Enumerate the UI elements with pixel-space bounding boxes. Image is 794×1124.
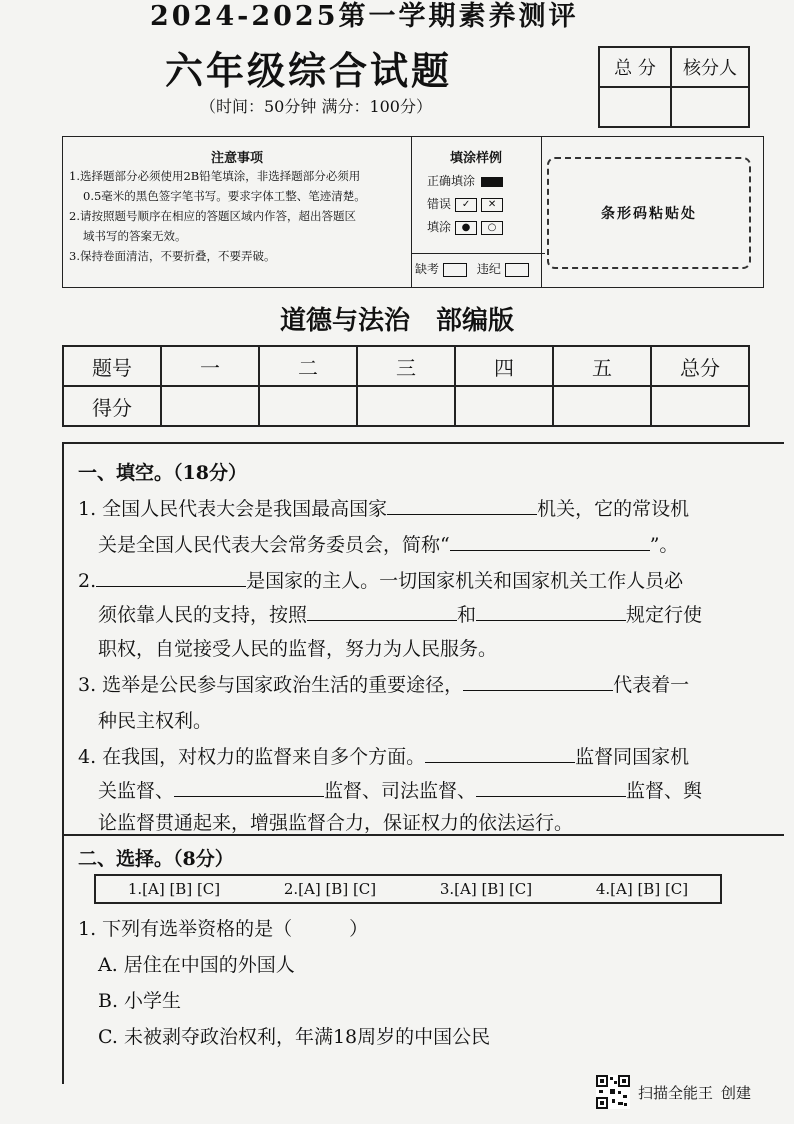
qr-code-icon bbox=[596, 1075, 630, 1109]
tally-col-1: 一 bbox=[161, 346, 259, 386]
answer-blank[interactable] bbox=[307, 602, 457, 621]
notice-title: 注意事项 bbox=[210, 151, 263, 166]
tally-col-4: 四 bbox=[455, 346, 553, 386]
notice-item: 1.选择题部分必须使用2B铅笔填涂，非选择题部分必须用 bbox=[69, 169, 361, 183]
table-row bbox=[63, 346, 749, 386]
correct-fill-row bbox=[411, 172, 541, 189]
question-1-line-1 bbox=[78, 494, 689, 521]
score-tally-table bbox=[62, 345, 750, 427]
score-cell[interactable] bbox=[455, 386, 553, 426]
question-3-line-2: 种民主权利。 bbox=[98, 710, 213, 732]
notice-item: 2.请按照题号顺序在相应的答题区域内作答，超出答题区 bbox=[69, 209, 356, 223]
question-text: ”。 bbox=[649, 534, 679, 556]
score-cell[interactable] bbox=[651, 386, 749, 426]
correct-fill-label: 正确填涂 bbox=[427, 174, 476, 188]
violation-label: 违纪 bbox=[476, 262, 501, 276]
question-text: 规定行使 bbox=[626, 604, 703, 626]
answer-blank[interactable] bbox=[450, 532, 650, 551]
answer-option-1[interactable]: 1.[A] [B] [C] bbox=[127, 880, 221, 898]
question-text: 代表着一 bbox=[613, 674, 690, 696]
absent-checkbox[interactable] bbox=[443, 263, 467, 277]
question-text: 1. 全国人民代表大会是我国最高国家 bbox=[78, 498, 388, 520]
answer-blank[interactable] bbox=[476, 602, 626, 621]
score-cell[interactable] bbox=[357, 386, 455, 426]
tally-col-5: 五 bbox=[553, 346, 651, 386]
absence-row bbox=[411, 253, 545, 277]
scanner-app-name: 扫描全能王 bbox=[638, 1083, 714, 1102]
section-1-heading: 一、填空。（18分） bbox=[78, 462, 247, 484]
choice-question-1: 1. 下列有选举资格的是（ ） bbox=[78, 918, 369, 940]
exam-title: 六年级综合试题 bbox=[165, 48, 453, 93]
answer-blank[interactable] bbox=[425, 744, 575, 763]
question-text: 2. bbox=[78, 570, 97, 592]
question-text: 须依靠人民的支持，按照 bbox=[98, 604, 308, 626]
barcode-area: 条形码粘贴处 bbox=[547, 157, 751, 269]
question-3-line-1 bbox=[78, 670, 689, 697]
answer-blank[interactable] bbox=[174, 778, 324, 797]
choice-option-c: C. 未被剥夺政治权利，年满18周岁的中国公民 bbox=[98, 1026, 491, 1048]
score-cell[interactable] bbox=[259, 386, 357, 426]
score-cell[interactable] bbox=[161, 386, 259, 426]
question-text: 机关，它的常设机 bbox=[537, 498, 690, 520]
question-2-line-1 bbox=[78, 566, 683, 593]
wrong-fill-row bbox=[411, 195, 541, 212]
filled-mark-icon bbox=[481, 177, 503, 187]
question-1-line-2 bbox=[98, 530, 678, 557]
question-text: 监督、司法监督、 bbox=[324, 780, 477, 802]
total-score-box bbox=[598, 46, 750, 128]
question-text: 4. 在我国，对权力的监督来自多个方面。 bbox=[78, 746, 426, 768]
total-score-label: 总 分 bbox=[599, 47, 671, 87]
answer-blank[interactable] bbox=[96, 568, 246, 587]
table-row bbox=[63, 386, 749, 426]
fill-sample-title: 填涂样例 bbox=[449, 151, 502, 166]
answer-option-2[interactable]: 2.[A] [B] [C] bbox=[283, 880, 377, 898]
absent-label: 缺考 bbox=[415, 262, 440, 276]
tally-row-label: 得分 bbox=[63, 386, 161, 426]
question-4-line-3: 论监督贯通起来，增强监督合力，保证权力的依法运行。 bbox=[98, 812, 574, 834]
total-score-cell[interactable] bbox=[599, 87, 671, 127]
tally-row-label: 题号 bbox=[63, 346, 161, 386]
checker-cell[interactable] bbox=[671, 87, 749, 127]
check-mark-icon: ✓ bbox=[455, 198, 477, 212]
question-text: 是国家的主人。一切国家机关和国家机关工作人员必 bbox=[246, 570, 684, 592]
question-4-line-2 bbox=[98, 776, 702, 803]
answer-option-4[interactable]: 4.[A] [B] [C] bbox=[595, 880, 689, 898]
answer-blank[interactable] bbox=[463, 672, 613, 691]
notice-section bbox=[63, 137, 412, 287]
question-text: 监督、舆 bbox=[626, 780, 703, 802]
fill-sample-section bbox=[411, 137, 542, 287]
question-text: 关监督、 bbox=[98, 780, 175, 802]
checker-label: 核分人 bbox=[671, 47, 749, 87]
question-text: 关是全国人民代表大会常务委员会，简称“ bbox=[98, 534, 450, 556]
choice-option-b: B. 小学生 bbox=[98, 990, 182, 1012]
scanner-watermark bbox=[596, 1075, 751, 1109]
question-text: 3. 选举是公民参与国家政治生活的重要途径， bbox=[78, 674, 464, 696]
answer-blank[interactable] bbox=[476, 778, 626, 797]
question-2-line-2 bbox=[98, 600, 702, 627]
question-2-line-3: 职权，自觉接受人民的监督，努力为人民服务。 bbox=[98, 638, 498, 660]
violation-checkbox[interactable] bbox=[505, 263, 529, 277]
section-divider bbox=[64, 834, 784, 836]
exam-header-line: 2024-2025第一学期素养测评 bbox=[150, 1, 579, 32]
wrong-fill-label-2: 填涂 bbox=[427, 220, 452, 234]
notice-item: 域书写的答案无效。 bbox=[83, 229, 187, 243]
subject-edition: 部编版 bbox=[436, 306, 515, 336]
circle-mark-icon: ○ bbox=[481, 221, 503, 235]
cross-mark-icon: ✕ bbox=[481, 198, 503, 212]
wrong-fill-label: 错误 bbox=[427, 197, 452, 211]
subject-title bbox=[280, 300, 514, 337]
choice-option-a: A. 居住在中国的外国人 bbox=[98, 954, 295, 976]
exam-time-info: （时间：50分钟 满分：100分） bbox=[200, 97, 432, 116]
question-text: 和 bbox=[457, 604, 477, 626]
scanner-action: 创建 bbox=[721, 1083, 752, 1102]
question-text: 监督同国家机 bbox=[575, 746, 690, 768]
tally-col-3: 三 bbox=[357, 346, 455, 386]
tally-col-total: 总分 bbox=[651, 346, 749, 386]
wrong-fill-row-2 bbox=[411, 218, 541, 235]
subject-name: 道德与法治 bbox=[280, 306, 411, 336]
answer-option-3[interactable]: 3.[A] [B] [C] bbox=[439, 880, 533, 898]
tally-col-2: 二 bbox=[259, 346, 357, 386]
section-2-heading: 二、选择。（8分） bbox=[78, 848, 234, 870]
dot-mark-icon: ● bbox=[455, 221, 477, 235]
notice-panel bbox=[62, 136, 764, 288]
answer-blank[interactable] bbox=[387, 496, 537, 515]
question-area bbox=[62, 442, 784, 1084]
notice-item: 3.保持卷面清洁，不要折叠，不要弄破。 bbox=[69, 249, 276, 263]
score-cell[interactable] bbox=[553, 386, 651, 426]
choice-answer-box bbox=[94, 874, 722, 904]
notice-item: 0.5毫米的黑色签字笔书写。要求字体工整、笔迹清楚。 bbox=[83, 189, 366, 203]
question-4-line-1 bbox=[78, 742, 689, 769]
